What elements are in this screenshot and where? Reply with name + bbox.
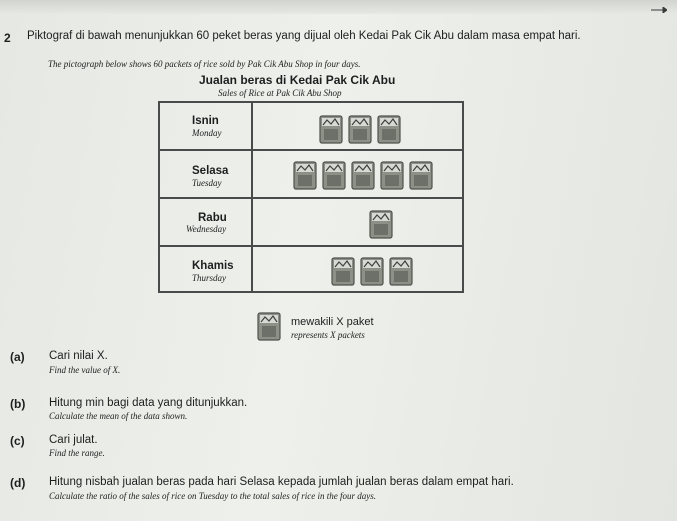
part-label: (d) [10, 476, 26, 490]
pictograph-row [160, 199, 462, 247]
part-text-malay: Hitung min bagi data yang ditunjukkan. [49, 397, 248, 409]
part-text-english: Calculate the mean of the data shown. [49, 411, 188, 421]
rice-packet-icon [409, 160, 433, 190]
pictograph-table [158, 101, 464, 293]
chart-subtitle: Sales of Rice at Pak Cik Abu Shop [218, 88, 342, 98]
day-label-english: Thursday [192, 273, 227, 283]
part-text-english: Find the range. [49, 448, 105, 458]
question-text-malay: Piktograf di bawah menunjukkan 60 peket beras yang dijual oleh Kedai Pak Cik Abu dalam masa empat hari. [27, 30, 581, 42]
part-label: (c) [10, 434, 25, 448]
pictograph-row [160, 151, 462, 199]
rice-packet-icon [351, 160, 375, 190]
question-text-english: The pictograph below shows 60 packets of rice sold by Pak Cik Abu Shop in four days. [48, 59, 361, 69]
part-label: (b) [10, 397, 26, 411]
rice-packet-icon [377, 114, 401, 144]
part-text-english: Find the value of X. [49, 365, 121, 375]
rice-packet-icon [389, 256, 413, 286]
part-text-english: Calculate the ratio of the sales of rice on Tuesday to the total sales of rice in the four days. [49, 491, 376, 501]
day-cell [160, 247, 253, 291]
day-label-malay: Rabu [198, 212, 227, 224]
rice-packet-icon [257, 311, 281, 341]
part-text-malay: Cari julat. [49, 434, 98, 446]
rice-packet-icon [360, 256, 384, 286]
rice-packet-icon [331, 256, 355, 286]
day-label-english: Tuesday [192, 178, 222, 188]
key-text-english: represents X packets [291, 330, 365, 340]
rice-packet-icon [319, 114, 343, 144]
part-text-malay: Cari nilai X. [49, 350, 108, 362]
day-cell [160, 199, 253, 245]
day-label-malay: Isnin [192, 115, 219, 127]
rice-packet-icon [293, 160, 317, 190]
pictograph-row [160, 247, 462, 291]
day-label-english: Monday [192, 128, 222, 138]
part-label: (a) [10, 350, 25, 364]
page-edge-shadow [0, 0, 677, 14]
day-cell [160, 103, 253, 149]
corner-arrow-icon [651, 7, 667, 13]
day-label-malay: Selasa [192, 165, 229, 177]
rice-packet-icon [348, 114, 372, 144]
rice-packet-icon [380, 160, 404, 190]
pictograph-row [160, 103, 462, 151]
day-label-malay: Khamis [192, 260, 234, 272]
day-label-english: Wednesday [186, 224, 227, 234]
rice-packet-icon [322, 160, 346, 190]
key-text-malay: mewakili X paket [291, 316, 374, 328]
question-number: 2 [4, 31, 11, 45]
chart-title: Jualan beras di Kedai Pak Cik Abu [199, 73, 396, 87]
part-text-malay: Hitung nisbah jualan beras pada hari Selasa kepada jumlah jualan beras dalam empat hari. [49, 476, 514, 488]
rice-packet-icon [369, 209, 393, 239]
day-cell [160, 151, 253, 197]
